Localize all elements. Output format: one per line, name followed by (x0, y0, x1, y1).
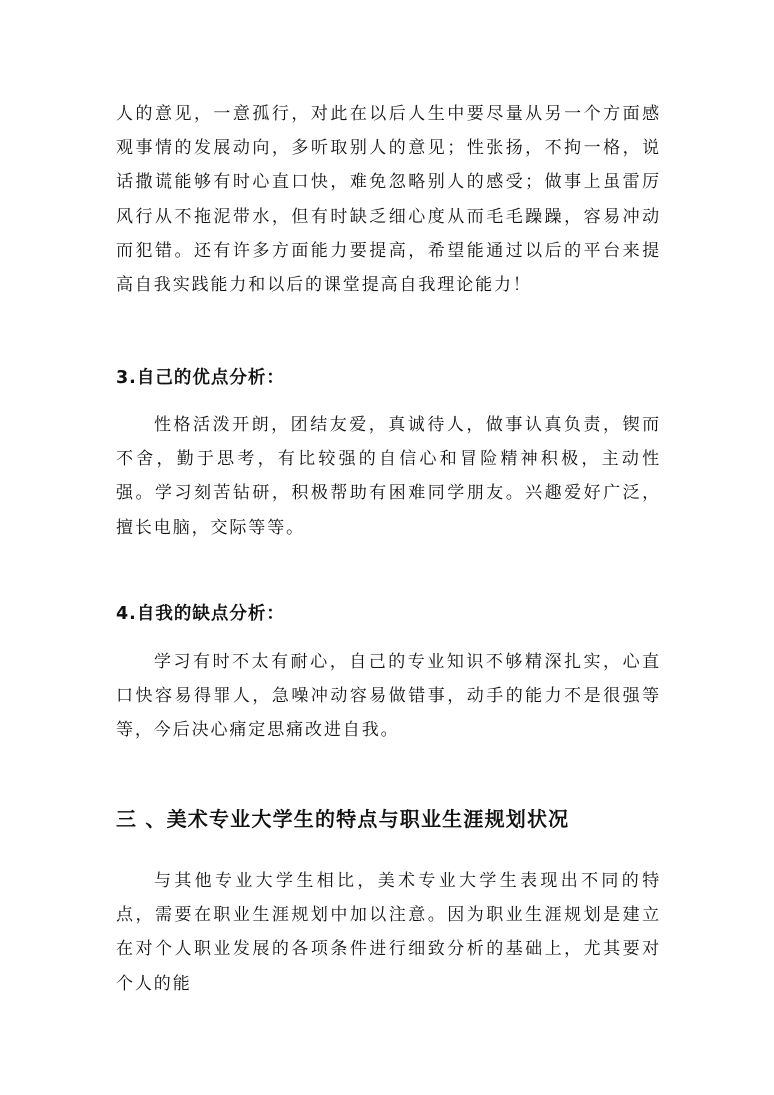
paragraph-weaknesses: 学习有时不太有耐心，自己的专业知识不够精深扎实，心直口快容易得罪人，急噪冲动容易做错事，动手的能力不是很强等等，今后决心痛定思痛改进自我。 (116, 652, 661, 741)
paragraph-art-students: 与其他专业大学生相比，美术专业大学生表现出不同的特点，需要在职业生涯规划中加以注意。因为职业生涯规划是建立在对个人职业发展的各项条件进行细致分析的基础上，尤其要对个人的能 (116, 871, 661, 994)
heading-strengths-analysis: 3.自己的优点分析： (116, 368, 285, 388)
section-heading-art-students: 三 、美术专业大学生的特点与职业生涯规划状况 (116, 807, 570, 831)
paragraph-self-assessment-continued: 人的意见，一意孤行，对此在以后人生中要尽量从另一个方面感观事情的发展动向，多听取别人的意见；性张扬，不拘一格，说话撒谎能够有时心直口快，难免忽略别人的感受；做事上虽雷厉风行从不拖泥带水，但有时缺乏细心度从而毛毛躁躁，容易冲动而犯错。还有许多方面能力要提高，希望能通过以后的平台来提高自我实践能力和以后的课堂提高自我理论能力！ (116, 104, 661, 296)
heading-weaknesses-analysis: 4.自我的缺点分析： (116, 604, 285, 624)
paragraph-strengths: 性格活泼开朗，团结友爱，真诚待人，做事认真负责，锲而不舍，勤于思考，有比较强的自信心和冒险精神积极，主动性强。学习刻苦钻研，积极帮助有困难同学朋友。兴趣爱好广泛，擅长电脑，交际等等。 (116, 415, 661, 538)
